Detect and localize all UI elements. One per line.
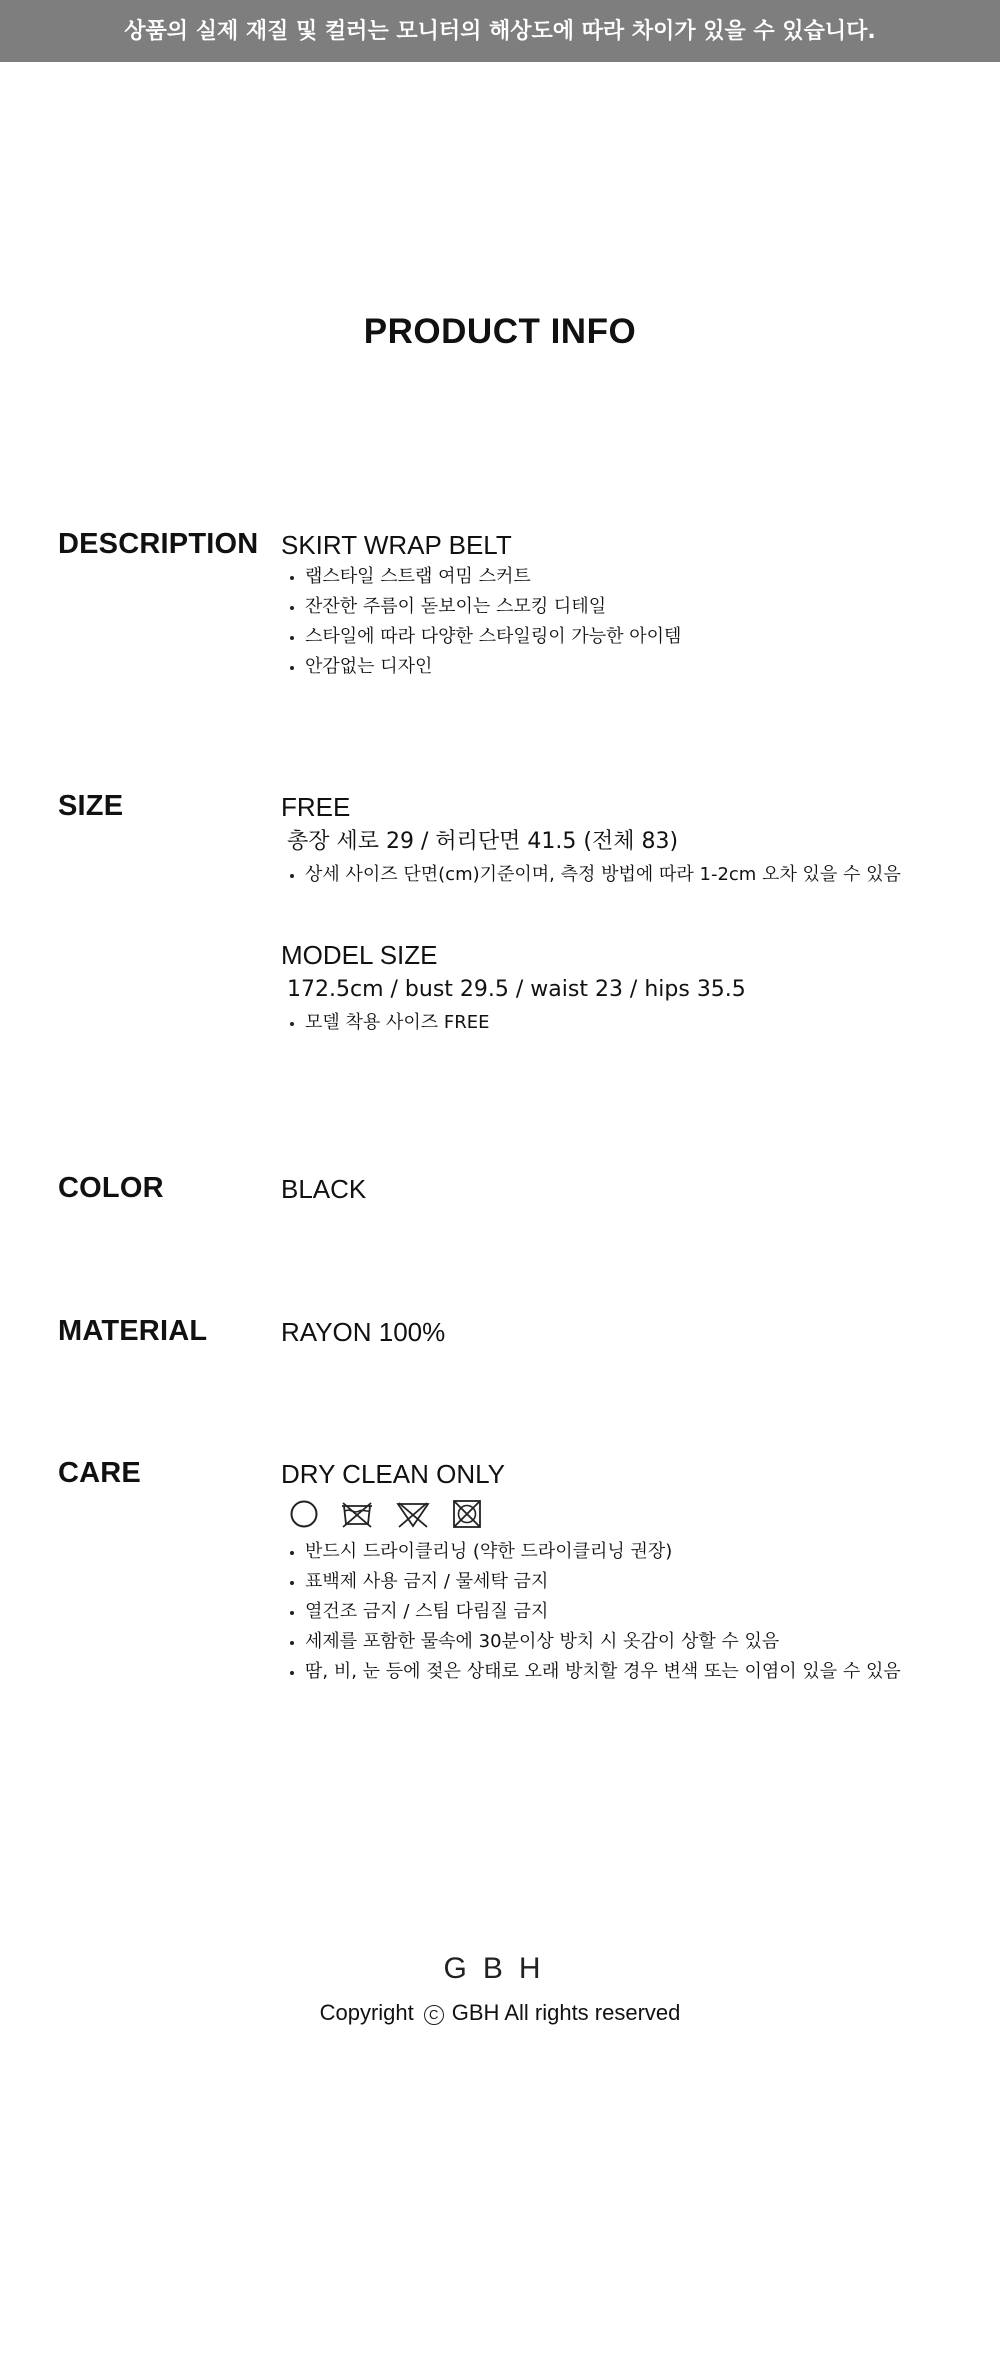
- copyright-icon: C: [424, 2005, 444, 2025]
- list-item: 반드시 드라이클리닝 (약한 드라이클리닝 권장): [281, 1537, 971, 1567]
- description-value: SKIRT WRAP BELT: [281, 530, 512, 560]
- color-value: BLACK: [281, 1174, 367, 1204]
- model-size-measure: 172.5cm / bust 29.5 / waist 23 / hips 35.5: [287, 977, 746, 1002]
- copyright: [0, 2000, 1000, 2026]
- list-item: 세제를 포함한 물속에 30분이상 방치 시 옷감이 상할 수 있음: [281, 1627, 971, 1657]
- care-icons: [289, 1497, 971, 1531]
- no-tumble-dry-icon: [451, 1499, 483, 1529]
- size-value: FREE: [281, 792, 351, 822]
- list-item: 모델 착용 사이즈 FREE: [281, 1008, 971, 1038]
- footer-logo: GBH: [443, 1952, 557, 1985]
- notice-banner: 상품의 실제 재질 및 컬러는 모니터의 해상도에 따라 차이가 있을 수 있습니다.: [0, 0, 1000, 62]
- material-value: RAYON 100%: [281, 1317, 446, 1347]
- care-label: CARE: [58, 1457, 141, 1489]
- copyright-text: GBH All rights reserved: [451, 2000, 681, 2025]
- list-item: 스타일에 따라 다양한 스타일링이 가능한 아이템: [281, 622, 971, 652]
- list-item: 랩스타일 스트랩 여밈 스커트: [281, 562, 971, 592]
- list-item: 표백제 사용 금지 / 물세탁 금지: [281, 1567, 971, 1597]
- model-size-bullets: [281, 1008, 971, 1038]
- size-measure: 총장 세로 29 / 허리단면 41.5 (전체 83): [287, 829, 679, 854]
- description-bullets: [281, 562, 971, 682]
- care-value: DRY CLEAN ONLY: [281, 1459, 505, 1489]
- list-item: 땀, 비, 눈 등에 젖은 상태로 오래 방치할 경우 변색 또는 이염이 있을 수 있음: [281, 1657, 971, 1687]
- care-content: [281, 1457, 971, 1687]
- list-item: 열건조 금지 / 스팀 다림질 금지: [281, 1597, 971, 1627]
- dry-clean-icon: [289, 1499, 319, 1529]
- color-content: [281, 1172, 971, 1206]
- description-content: [281, 528, 971, 682]
- color-label: COLOR: [58, 1172, 164, 1204]
- no-wash-icon: [395, 1499, 431, 1529]
- care-bullets: [281, 1537, 971, 1687]
- material-label: MATERIAL: [58, 1315, 208, 1347]
- size-label: SIZE: [58, 790, 124, 822]
- no-bleach-icon: [339, 1499, 375, 1529]
- size-bullets: [281, 860, 971, 890]
- description-label: DESCRIPTION: [58, 528, 259, 560]
- copyright-prefix: Copyright: [319, 2000, 414, 2025]
- model-size-value: MODEL SIZE: [281, 940, 438, 970]
- list-item: 잔잔한 주름이 돋보이는 스모킹 디테일: [281, 592, 971, 622]
- page-title: PRODUCT INFO: [363, 312, 637, 351]
- list-item: 상세 사이즈 단면(cm)기준이며, 측정 방법에 따라 1-2cm 오차 있을 수 있음: [281, 860, 971, 890]
- list-item: 안감없는 디자인: [281, 652, 971, 682]
- size-content: [281, 790, 971, 1038]
- material-content: [281, 1315, 971, 1349]
